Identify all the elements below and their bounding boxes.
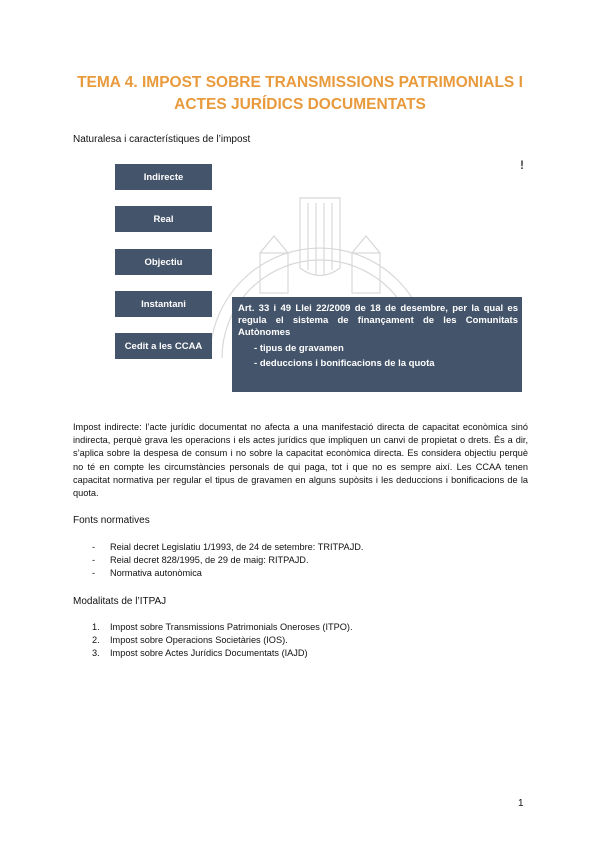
bar-objectiu: Objectiu	[115, 249, 212, 275]
exclamation-mark: !	[520, 158, 524, 172]
list-item	[92, 541, 363, 554]
bar-instantani: Instantani	[115, 291, 212, 317]
law-box-list	[238, 343, 518, 370]
list-item-text: Impost sobre Actes Jurídics Documentats (IAJD)	[110, 648, 308, 659]
list-item	[92, 647, 353, 660]
section-heading-naturalesa: Naturalesa i característiques de l’impost	[73, 134, 251, 145]
section-heading-modalitats: Modalitats de l’ITPAJ	[73, 596, 167, 607]
list-item-text: Reial decret Legislatiu 1/1993, de 24 de setembre: TRITPAJD.	[110, 542, 364, 552]
list-item	[92, 554, 363, 567]
list-item-text: Impost sobre Transmissions Patrimonials Oneroses (ITPO).	[110, 622, 353, 632]
list-marker: 2.	[92, 635, 100, 646]
list-item	[92, 621, 353, 634]
title-line-2: ACTES JURÍDICS DOCUMENTATS	[174, 96, 426, 113]
bar-cedit-ccaa: Cedit a les CCAA	[115, 333, 212, 359]
list-item-text: Reial decret 828/1995, de 29 de maig: RITPAJD.	[110, 555, 309, 566]
modalitats-list	[92, 621, 353, 661]
body-paragraph: Impost indirecte: l’acte jurídic documentat no afecta a una manifestació directa de capacitat econòmica sinó indirecta, perquè grava les operacions i els actes jurídics que impliquen un canvi de propietat o drets. És a dir, s’aplica sobre la despesa de consum i no sobre la capacitat econòmica directa. Es considera objectiu perquè no té en compte les circumstàncies personals de qui paga, tot i que no es sempre així. Les CCAA tenen capacitat normativa per regular el tipus de gravamen en alguns supòsits i les deduccions i bonificacions de la quota.	[73, 422, 528, 499]
title-line-1: TEMA 4. IMPOST SOBRE TRANSMISSIONS PATRIMONIALS I	[77, 74, 523, 91]
bar-indirecte: Indirecte	[115, 164, 212, 190]
list-item-text: Impost sobre Operacions Societàries (IOS).	[110, 635, 288, 646]
list-marker: -	[92, 542, 96, 552]
list-item-text: Normativa autonòmica	[110, 568, 202, 579]
bar-real: Real	[115, 206, 212, 232]
fonts-normatives-list	[92, 541, 363, 581]
page-number: 1	[518, 798, 524, 809]
law-box-heading: Art. 33 i 49 Llei 22/2009 de 18 de desembre, per la qual es regula el sistema de finançament de les Comunitats Autònomes	[238, 303, 518, 338]
law-box-item: - tipus de gravamen	[254, 343, 518, 355]
list-marker: -	[92, 568, 96, 579]
law-box-item: - deduccions i bonificacions de la quota	[254, 358, 518, 370]
list-item	[92, 634, 353, 647]
document-title	[60, 72, 540, 116]
list-item	[92, 567, 363, 580]
characteristics-diagram	[115, 158, 525, 398]
list-marker: 3.	[92, 648, 100, 659]
section-heading-fonts: Fonts normatives	[73, 515, 150, 526]
list-marker: 1.	[92, 622, 100, 632]
law-box	[232, 297, 522, 392]
list-marker: -	[92, 555, 96, 566]
